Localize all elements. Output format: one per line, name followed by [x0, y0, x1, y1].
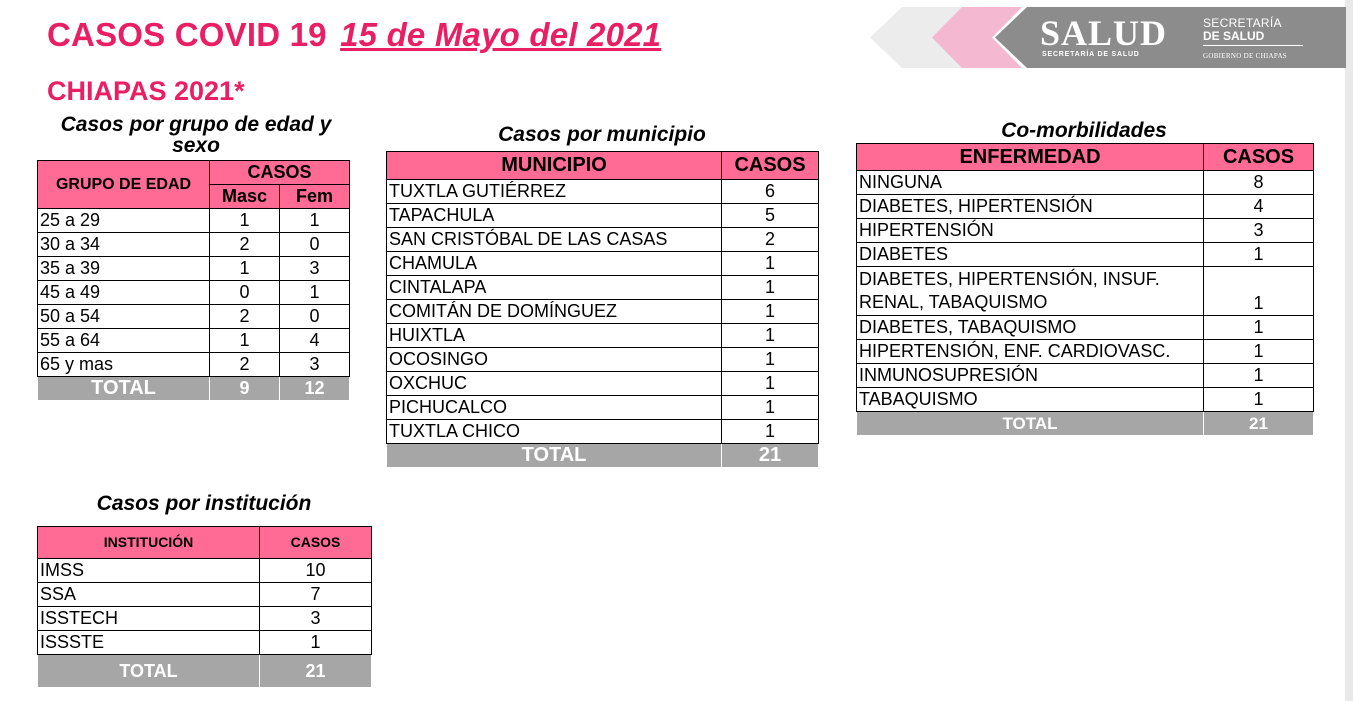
- total-value: 21: [260, 655, 372, 688]
- page-subtitle: CHIAPAS 2021*: [47, 76, 245, 106]
- table-row: [857, 267, 1314, 316]
- masc-count: 1: [210, 329, 280, 353]
- total-label: TOTAL: [857, 412, 1204, 436]
- enfermedad-name: INMUNOSUPRESIÓN: [857, 364, 1204, 388]
- municipio-casos: 1: [722, 252, 819, 276]
- total-row: [38, 655, 372, 688]
- municipio-casos: 1: [722, 276, 819, 300]
- table-row: [857, 340, 1314, 364]
- table-row: [857, 316, 1314, 340]
- municipio-name: COMITÁN DE DOMÍNGUEZ: [387, 300, 722, 324]
- table-row: [38, 233, 350, 257]
- page-title: [47, 16, 661, 54]
- total-row: [387, 444, 819, 468]
- edad-table: [37, 160, 350, 401]
- municipio-casos: 5: [722, 204, 819, 228]
- institucion-header-casos: CASOS: [260, 527, 372, 559]
- logo-secretaria: SECRETARÍA: [1203, 16, 1282, 30]
- age-group: 50 a 54: [38, 305, 210, 329]
- masc-count: 1: [210, 257, 280, 281]
- total-row: [857, 412, 1314, 436]
- total-row: [38, 377, 350, 401]
- comorbilidades-header-name: ENFERMEDAD: [857, 144, 1204, 171]
- institucion-casos: 1: [260, 631, 372, 655]
- table-row: [38, 209, 350, 233]
- table-row: [857, 243, 1314, 267]
- table-row: [387, 180, 819, 204]
- municipio-name: OXCHUC: [387, 372, 722, 396]
- fem-count: 0: [280, 305, 350, 329]
- municipio-name: CHAMULA: [387, 252, 722, 276]
- municipio-name: TAPACHULA: [387, 204, 722, 228]
- institucion-header-name: INSTITUCIÓN: [38, 527, 260, 559]
- table-row: [38, 353, 350, 377]
- table-row: [38, 281, 350, 305]
- institucion-casos: 7: [260, 583, 372, 607]
- logo-divider: [1203, 45, 1303, 46]
- municipio-name: PICHUCALCO: [387, 396, 722, 420]
- enfermedad-name: DIABETES: [857, 243, 1204, 267]
- fem-count: 3: [280, 257, 350, 281]
- table-row: [387, 372, 819, 396]
- enfermedad-casos: 1: [1204, 364, 1314, 388]
- enfermedad-name: HIPERTENSIÓN, ENF. CARDIOVASC.: [857, 340, 1204, 364]
- table-row: [387, 324, 819, 348]
- fem-count: 4: [280, 329, 350, 353]
- total-label: TOTAL: [387, 444, 722, 468]
- institucion-name: SSA: [38, 583, 260, 607]
- title-date: 15 de Mayo del 2021: [340, 16, 662, 53]
- enfermedad-name: DIABETES, HIPERTENSIÓN, INSUF. RENAL, TABAQUISMO: [857, 267, 1204, 316]
- table-row: [857, 219, 1314, 243]
- municipio-name: TUXTLA GUTIÉRREZ: [387, 180, 722, 204]
- municipio-name: TUXTLA CHICO: [387, 420, 722, 444]
- institucion-title: Casos por institución: [96, 492, 312, 515]
- institucion-name: IMSS: [38, 559, 260, 583]
- total-value: 21: [1204, 412, 1314, 436]
- logo-gobierno: GOBIERNO DE CHIAPAS: [1203, 52, 1288, 60]
- age-group: 55 a 64: [38, 329, 210, 353]
- enfermedad-casos: 8: [1204, 171, 1314, 195]
- table-row: [38, 305, 350, 329]
- table-row: [387, 420, 819, 444]
- municipio-casos: 1: [722, 348, 819, 372]
- table-row: [857, 195, 1314, 219]
- municipio-header-name: MUNICIPIO: [387, 152, 722, 180]
- total-value: 21: [722, 444, 819, 468]
- total-fem: 12: [280, 377, 350, 401]
- age-group: 25 a 29: [38, 209, 210, 233]
- enfermedad-casos: 3: [1204, 219, 1314, 243]
- age-group: 65 y mas: [38, 353, 210, 377]
- table-row: [38, 329, 350, 353]
- table-row: [857, 364, 1314, 388]
- total-label: TOTAL: [38, 655, 260, 688]
- institucion-name: ISSSTE: [38, 631, 260, 655]
- enfermedad-casos: 1: [1204, 316, 1314, 340]
- enfermedad-casos: 1: [1204, 267, 1314, 316]
- table-row: [38, 257, 350, 281]
- table-row: [387, 276, 819, 300]
- municipio-title: Casos por municipio: [498, 123, 706, 146]
- enfermedad-casos: 1: [1204, 340, 1314, 364]
- edad-header-casos: CASOS: [210, 161, 350, 185]
- enfermedad-name: NINGUNA: [857, 171, 1204, 195]
- municipio-name: OCOSINGO: [387, 348, 722, 372]
- table-row: [387, 396, 819, 420]
- enfermedad-casos: 1: [1204, 243, 1314, 267]
- municipio-name: CINTALAPA: [387, 276, 722, 300]
- institucion-name: ISSTECH: [38, 607, 260, 631]
- municipio-casos: 1: [722, 324, 819, 348]
- table-row: [387, 348, 819, 372]
- title-text: CASOS COVID 19: [47, 16, 327, 53]
- institucion-casos: 3: [260, 607, 372, 631]
- table-row: [857, 388, 1314, 412]
- page-edge: [1345, 0, 1353, 701]
- masc-count: 2: [210, 233, 280, 257]
- comorbilidades-table: [856, 143, 1314, 436]
- enfermedad-casos: 4: [1204, 195, 1314, 219]
- institucion-casos: 10: [260, 559, 372, 583]
- table-row: [38, 559, 372, 583]
- fem-count: 1: [280, 209, 350, 233]
- table-row: [38, 583, 372, 607]
- table-row: [387, 300, 819, 324]
- total-label: TOTAL: [38, 377, 210, 401]
- fem-count: 0: [280, 233, 350, 257]
- municipio-table: [386, 151, 819, 468]
- municipio-casos: 2: [722, 228, 819, 252]
- salud-logo: [862, 7, 1346, 68]
- edad-header-group: GRUPO DE EDAD: [38, 161, 210, 209]
- comorbilidades-title: Co-morbilidades: [1001, 119, 1167, 142]
- table-row: [38, 607, 372, 631]
- municipio-casos: 1: [722, 420, 819, 444]
- municipio-header-casos: CASOS: [722, 152, 819, 180]
- edad-title: Casos por grupo de edad y sexo: [60, 113, 332, 157]
- table-row: [387, 228, 819, 252]
- age-group: 45 a 49: [38, 281, 210, 305]
- table-row: [38, 631, 372, 655]
- municipio-casos: 1: [722, 300, 819, 324]
- enfermedad-name: DIABETES, TABAQUISMO: [857, 316, 1204, 340]
- fem-count: 3: [280, 353, 350, 377]
- municipio-casos: 1: [722, 396, 819, 420]
- table-row: [387, 204, 819, 228]
- age-group: 35 a 39: [38, 257, 210, 281]
- municipio-casos: 1: [722, 372, 819, 396]
- fem-count: 1: [280, 281, 350, 305]
- masc-count: 2: [210, 305, 280, 329]
- logo-de-salud: DE SALUD: [1203, 29, 1265, 43]
- masc-count: 2: [210, 353, 280, 377]
- logo-tagline: SECRETARÍA DE SALUD: [1042, 51, 1140, 58]
- municipio-casos: 6: [722, 180, 819, 204]
- municipio-name: SAN CRISTÓBAL DE LAS CASAS: [387, 228, 722, 252]
- edad-header-fem: Fem: [280, 185, 350, 209]
- enfermedad-name: HIPERTENSIÓN: [857, 219, 1204, 243]
- institucion-table: [37, 526, 372, 688]
- logo-salud-text: SALUD: [1040, 13, 1168, 53]
- table-row: [387, 252, 819, 276]
- enfermedad-name: DIABETES, HIPERTENSIÓN: [857, 195, 1204, 219]
- municipio-name: HUIXTLA: [387, 324, 722, 348]
- comorbilidades-header-casos: CASOS: [1204, 144, 1314, 171]
- enfermedad-name: TABAQUISMO: [857, 388, 1204, 412]
- edad-header-masc: Masc: [210, 185, 280, 209]
- table-row: [857, 171, 1314, 195]
- total-masc: 9: [210, 377, 280, 401]
- masc-count: 1: [210, 209, 280, 233]
- age-group: 30 a 34: [38, 233, 210, 257]
- enfermedad-casos: 1: [1204, 388, 1314, 412]
- masc-count: 0: [210, 281, 280, 305]
